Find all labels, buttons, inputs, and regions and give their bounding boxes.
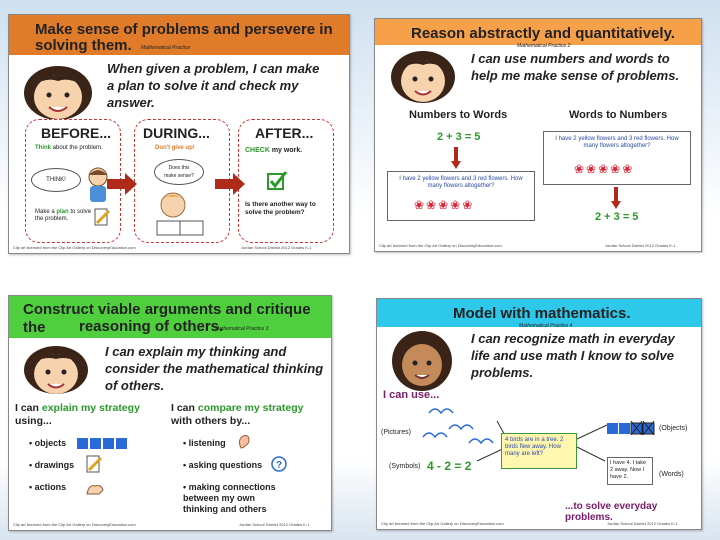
card2-footer-left: Clip art licensed from the Clip Art Gallery on DiscoveryEducation.com [379, 243, 502, 248]
girl-face-icon [389, 331, 455, 393]
card3-footer-right: Jordan School District 2012 Grades K-1 [239, 522, 310, 527]
card4-ican-3: problems. [471, 365, 534, 380]
check-rest: my work. [269, 147, 303, 154]
card3-practice: Mathematical Practice 3 [215, 326, 269, 332]
card1-footer-right: Jordan School District 2012 Grades K-1 [241, 245, 312, 250]
during-heading: DURING... [143, 125, 210, 141]
card3-footer-left: Clip art licensed from the Clip Art Gallery on DiscoveryEducation.com [13, 522, 136, 527]
arrow-down-icon [451, 147, 461, 169]
plan-word: plan [56, 209, 69, 215]
list-item: • asking questions [183, 460, 263, 470]
words-box-left-text: I have 2 yellow flowers and 3 red flowers. How many flowers altogether? [399, 176, 523, 189]
check-text [245, 147, 302, 154]
solve-text: ...to solve everyday problems. [565, 501, 658, 523]
left-item-drawings: drawings [34, 460, 75, 470]
card-reason-abstractly [374, 18, 702, 252]
hand-icon [85, 480, 105, 496]
card1-footer-left: Clip art licensed from the Clip Art Gallery on DiscoveryEducation.com [13, 245, 136, 250]
card2-footer-right: Jordan School District 2012 Grades K-1 [605, 243, 676, 248]
another-way-text: Is there another way to solve the problem? [245, 201, 316, 216]
card2-practice: Mathematical Practice 2 [517, 43, 571, 49]
card4-footer-left: Clip art licensed from the Clip Art Gallery on DiscoveryEducation.com [381, 521, 504, 526]
plan-post: to solve the problem. [35, 209, 92, 222]
card4-footer-right: Jordan School District 2012 Grades K-1 [607, 521, 678, 526]
flowers-row-right: ❀❀❀❀❀ [574, 162, 635, 176]
list-item: • drawings [29, 460, 75, 470]
card1-practice: Mathematical Practice [141, 45, 191, 51]
right-item-listening: listening [188, 438, 226, 448]
right-item-connections: making connections between my own thinking and others [183, 482, 276, 514]
words-to-numbers-heading: Words to Numbers [569, 109, 668, 121]
think-word: Think [35, 145, 51, 151]
right-head-post: with others by... [171, 415, 251, 427]
checkbox-check-icon [267, 171, 287, 191]
list-item: • listening [183, 438, 226, 448]
ear-icon [237, 434, 251, 450]
card4-practice: Mathematical Practice 4 [519, 323, 573, 329]
makesense-line2: make sense? [164, 173, 194, 179]
card1-title-line2: solving them. [35, 37, 132, 54]
right-heading [171, 402, 321, 428]
question-icon [271, 456, 287, 472]
arrow-down-icon-2 [611, 187, 621, 209]
think-text [35, 145, 105, 152]
think-rest: about the problem. [51, 145, 103, 151]
card4-title: Model with mathematics. [453, 305, 631, 322]
after-heading: AFTER... [255, 125, 314, 141]
girl-face-icon [19, 344, 93, 400]
words-box-right-text: I have 2 yellow flowers and 3 red flowers. How many flowers altogether? [555, 136, 679, 149]
plan-pre: Make a [35, 209, 57, 215]
girl-face-icon [387, 49, 459, 109]
flowers-row-left: ❀❀❀❀❀ [414, 198, 475, 212]
right-head-pre: I can [171, 402, 198, 414]
card-make-sense [8, 14, 350, 254]
list-item: • actions [29, 482, 67, 492]
symbols-equation: 4 - 2 = 2 [427, 459, 472, 473]
left-head-post: using... [15, 415, 52, 427]
card1-ican-3: answer. [107, 95, 155, 110]
list-item: • objects [29, 438, 67, 448]
left-item-actions: actions [34, 482, 67, 492]
card-construct-arguments [8, 295, 332, 531]
pencil-icon [85, 454, 103, 474]
card1-ican-2: a plan to solve it and check my [107, 78, 299, 93]
svg-text:?: ? [275, 460, 283, 471]
card-model-with-math [376, 298, 702, 530]
card1-ican-1: When given a problem, I can make [107, 61, 320, 76]
numbers-to-words-heading: Numbers to Words [409, 109, 508, 121]
makesense-bubble [154, 159, 204, 185]
pictures-label: (Pictures) [381, 429, 411, 436]
plan-text [35, 209, 95, 223]
card3-ican-2: consider the mathematical thinking [105, 361, 324, 376]
pencil-paper-icon [93, 207, 111, 227]
card4-ican-1: I can recognize math in everyday [471, 331, 675, 346]
equation-right: 2 + 3 = 5 [595, 211, 639, 223]
words-box [607, 457, 653, 485]
list-item: • making connections between my own thinking and others [183, 482, 276, 514]
words-box-right [543, 131, 691, 185]
arrow-right-icon [107, 173, 137, 195]
card3-ican-3: of others. [105, 378, 165, 393]
studying-kid-icon [149, 187, 211, 239]
words-box-text: I have 4. I take 2 away. Now I have 2. [610, 460, 647, 480]
i-can-use: I can use... [383, 389, 440, 401]
card2-ican-2: help me make sense of problems. [471, 68, 680, 83]
equation-left: 2 + 3 = 5 [437, 131, 481, 143]
left-heading [15, 402, 165, 428]
left-head-word: explain my strategy [41, 402, 140, 414]
card4-ican-2: life and use math I know to solve [471, 348, 674, 363]
cubes-objects-icon [607, 421, 657, 435]
words-label: (Words) [659, 471, 684, 478]
card3-title-line1: Construct viable arguments and critique the [23, 301, 311, 336]
girl-face-icon [19, 63, 97, 125]
right-head-word: compare my strategy [197, 402, 304, 414]
card1-title-line1: Make sense of problems and persevere in [35, 21, 333, 38]
check-word: CHECK [245, 147, 270, 154]
card2-ican-1: I can use numbers and words to [471, 51, 670, 66]
arrow-right-icon-2 [215, 173, 245, 195]
cubes-icon [77, 436, 129, 450]
left-item-objects: objects [34, 438, 67, 448]
card3-ican-1: I can explain my thinking and [105, 344, 287, 359]
dont-give-up: Don't give up! [155, 145, 195, 151]
center-problem-text: 4 birds are in a tree. 2 birds flew away. How many are left? [505, 437, 564, 457]
card2-title: Reason abstractly and quantitatively. [411, 25, 675, 42]
makesense-line1: Does this [168, 165, 190, 171]
words-box-left [387, 171, 535, 221]
center-problem-box [501, 433, 577, 469]
card3-title-line2: reasoning of others. [79, 318, 224, 335]
before-heading: BEFORE... [41, 125, 112, 141]
left-head-pre: I can [15, 402, 42, 414]
think-bubble: THINK! [31, 168, 81, 192]
right-item-asking: asking questions [188, 460, 263, 470]
symbols-label: (Symbols) [389, 463, 421, 470]
objects-label: (Objects) [659, 425, 688, 432]
